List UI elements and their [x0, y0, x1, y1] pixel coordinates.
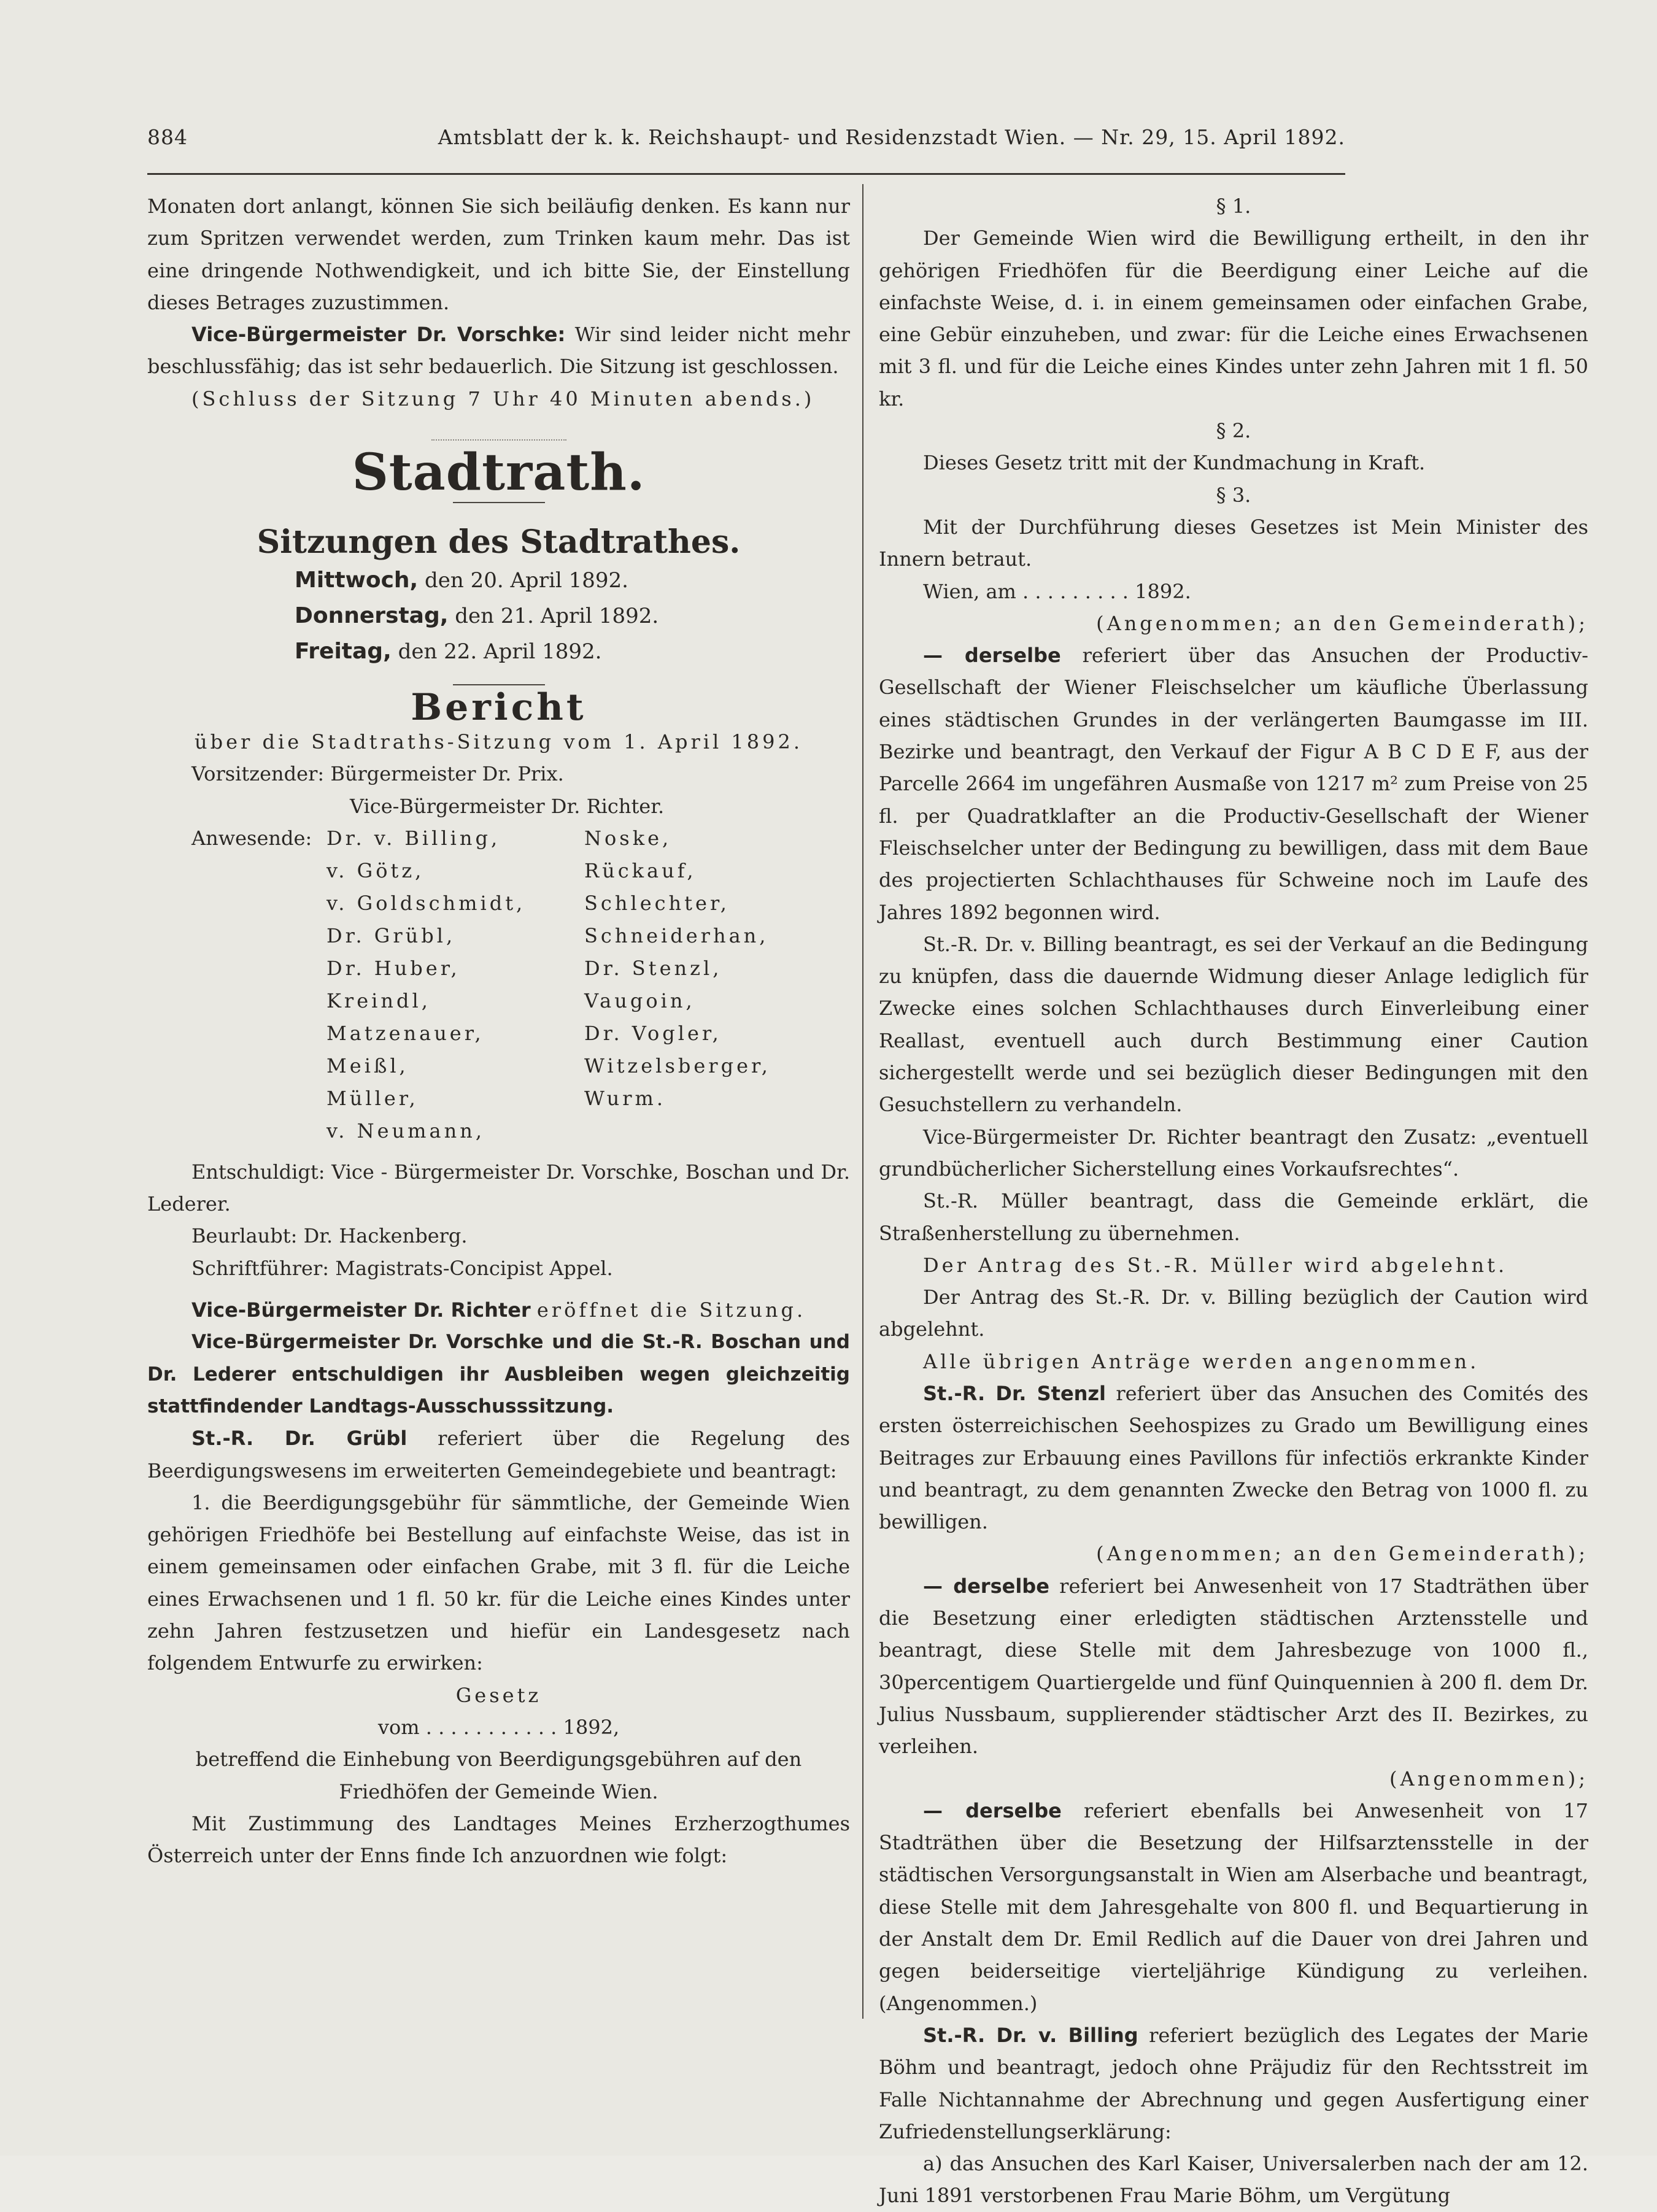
attendees	[147, 822, 850, 1147]
publication-title: Amtsblatt der k. k. Reichshaupt- und Residenzstadt Wien. — Nr. 29, 15. April 1892.	[438, 125, 1345, 149]
attendee: v. Götz,	[326, 858, 425, 882]
grubl-paragraph	[147, 1422, 850, 1487]
mueller-paragraph: St.-R. Müller beantragt, dass die Gemeinde erklärt, die Straßenherstellung zu übernehmen.	[879, 1189, 1588, 1245]
session-line	[147, 634, 850, 669]
result-line: (Angenommen);	[1389, 1767, 1588, 1790]
page-number: 884	[147, 125, 188, 149]
attendee: Dr. Grübl,	[326, 923, 456, 947]
chair-label: Vorsitzender:	[191, 762, 325, 786]
attendee: Dr. Huber,	[326, 956, 460, 980]
chair-name: Bürgermeister Dr. Prix.	[330, 762, 564, 786]
paragraph-1-heading: § 1.	[1216, 195, 1251, 218]
leave-line: Beurlaubt: Dr. Hackenberg.	[191, 1224, 468, 1248]
billing-2-text: referiert bezüglich des Legates der Marie Böhm und beantragt, jedoch ohne Präjudiz für den Rechtsstreit im Falle Nichtannahme der Abrechnung und gegen Ausfertigung einer Zufriedenstellungserklärung:	[879, 2023, 1589, 2143]
attendee: Dr. Stenzl,	[584, 956, 722, 980]
attendee: Meißl,	[326, 1054, 409, 1077]
vice-paragraph	[147, 318, 850, 383]
attendee: v. Neumann,	[326, 1119, 485, 1143]
attendee: Dr. Vogler,	[584, 1021, 722, 1045]
vom-line: vom . . . . . . . . . . . 1892,	[377, 1715, 620, 1739]
session-day: Donnerstag,	[295, 603, 449, 628]
derselbe-2-paragraph	[879, 1570, 1588, 1763]
billing-2-paragraph	[879, 2019, 1588, 2148]
left-column	[147, 190, 850, 1871]
session-date: den 21. April 1892.	[455, 603, 659, 628]
attendee-col-1	[326, 822, 584, 1147]
stenzl-text: referiert über das Ansuchen des Comités des ersten österreichischen Seehospizes zu Grado um Bewilligung eines Beitrages zur Erbauung eines Pavillons für infectiös erkrankte Kinder und beantragt, zu dem genannten Zwecke den Betrag von 1000 fl. zu bewilligen.	[879, 1381, 1589, 1534]
speaker-name: — derselbe	[923, 1798, 1062, 1822]
attendee-col-2	[584, 822, 842, 1147]
attendee: Schlechter,	[584, 891, 730, 915]
gesetz-heading: Gesetz	[455, 1683, 542, 1707]
session-line	[147, 563, 850, 598]
derselbe-3-paragraph	[879, 1795, 1588, 2019]
speaker-name: St.-R. Dr. v. Billing	[923, 2023, 1138, 2047]
sessions-title: Sitzungen des Stadtrathes.	[257, 523, 741, 561]
speaker-name: St.-R. Dr. Stenzl	[923, 1381, 1107, 1405]
attendee: Kreindl,	[326, 988, 431, 1012]
vice-text: Wir sind leider nicht mehr beschlussfähig; das ist sehr bedauerlich. Die Sitzung ist geschlossen.	[147, 323, 851, 379]
betreffend-line: betreffend die Einhebung von Beerdigungsgebühren auf den Friedhöfen der Gemeinde Wien.	[195, 1748, 802, 1803]
attendee: Witzelsberger,	[584, 1054, 771, 1077]
session-day: Freitag,	[295, 638, 392, 664]
session-date: den 22. April 1892.	[398, 639, 602, 664]
report-title: Bericht	[411, 685, 587, 729]
derselbe-3-text: referiert ebenfalls bei Anwesenheit von 17 Stadträthen über die Besetzung der Hilfsarztensstelle in der städtischen Versorgungsanstalt in Wien am Alserbache und beantragt, diese Stelle mit dem Jahresgehalte von 800 fl. und Bequartierung in der Anstalt dem Dr. Emil Redlich auf die Dauer von drei Jahren und gegen beiderseitige vierteljährige Kündigung zu verleihen. (Angenommen.)	[879, 1798, 1589, 2015]
attendee: Noske,	[584, 826, 672, 850]
paragraph-2-heading: § 2.	[1216, 419, 1251, 443]
divider	[453, 684, 545, 685]
header-rule	[147, 173, 1345, 175]
stenzl-paragraph	[879, 1378, 1588, 1538]
item-a: a) das Ansuchen des Karl Kaiser, Universalerben nach der am 12. Juni 1891 verstorbenen Frau Marie Böhm, um Vergütung	[879, 2152, 1588, 2208]
chair-line: Vice-Bürgermeister Dr. Richter.	[350, 794, 665, 818]
opening-text: eröffnet die Sitzung.	[536, 1298, 806, 1322]
derselbe-1-paragraph	[879, 639, 1588, 928]
attendee: Rückauf,	[584, 858, 697, 882]
wien-date-line: Wien, am . . . . . . . . . 1892.	[923, 579, 1191, 603]
paragraph-1-text: Der Gemeinde Wien wird die Bewilligung ertheilt, in den ihr gehörigen Friedhöfen für die Beerdigung einer Leiche auf die einfachste Weise, d. i. in einem gemeinsamen oder einfachen Grabe, eine Gebür einzuheben, und zwar: für die Leiche eines Erwachsenen mit 3 fl. und für die Leiche eines Kindes unter zehn Jahren mit 1 fl. 50 kr.	[879, 226, 1588, 410]
attendee: v. Goldschmidt,	[326, 891, 526, 915]
closing-note: (Schluss der Sitzung 7 Uhr 40 Minuten abends.)	[191, 387, 815, 410]
richter-paragraph: Vice-Bürgermeister Dr. Richter beantragt den Zusatz: „eventuell grundbücherlicher Sicherstellung eines Vorkaufsrechtes“.	[879, 1125, 1588, 1181]
chair-line	[147, 758, 850, 790]
item-1: 1. die Beerdigungsgebühr für sämmtliche, der Gemeinde Wien gehörigen Friedhöfe bei Bestellung auf einfachste Weise, das ist in einem gemeinsamen oder einfachen Grabe, mit 3 fl. für die Leiche eines Erwachsenen und 1 fl. 50 kr. für die Leiche eines Kindes unter zehn Jahren festzusetzen und hiefür ein Landesgesetz nach folgendem Entwurfe zu erwirken:	[147, 1490, 850, 1675]
report-subtitle: über die Stadtraths-Sitzung vom 1. April 1892.	[194, 730, 803, 753]
derselbe-2-text: referiert bei Anwesenheit von 17 Stadträthen über die Besetzung einer erledigten städtischen Arztensstelle und beantragt, diese Stelle mit dem Jahresbezuge von 1000 fl., 30percentigem Quartiergelde und fünf Quinquennien à 200 fl. dem Dr. Julius Nussbaum, supplierender städtischer Arzt des II. Bezirkes, zu verleihen.	[879, 1574, 1589, 1759]
section-title: Stadtrath.	[352, 443, 646, 503]
secretary-line: Schriftführer: Magistrats-Concipist Appel.	[191, 1256, 613, 1280]
zustimmung-paragraph: Mit Zustimmung des Landtages Meines Erzherzogthumes Österreich unter der Enns finde Ich anzuordnen wie folgt:	[147, 1811, 850, 1868]
result-line: (Angenommen; an den Gemeinderath);	[1096, 1542, 1588, 1566]
present-label: Anwesende:	[191, 826, 312, 850]
speaker-name: — derselbe	[923, 644, 1061, 668]
opening-paragraph	[147, 1294, 850, 1326]
session-line	[147, 598, 850, 634]
billing-rejected: Der Antrag des St.-R. Dr. v. Billing bezüglich der Caution wird abgelehnt.	[879, 1285, 1588, 1341]
attendee: Schneiderhan,	[584, 923, 769, 947]
speaker-name: Vice-Bürgermeister Dr. Richter	[191, 1298, 531, 1322]
speaker-name: St.-R. Dr. Grübl	[191, 1427, 407, 1451]
column-divider	[862, 184, 863, 2019]
billing-paragraph: St.-R. Dr. v. Billing beantragt, es sei der Verkauf an die Bedingung zu knüpfen, dass die dauernde Widmung dieser Anlage lediglich für Zwecke eines solchen Schlachthauses durch Einverleibung einer Reallast, eventuell auch durch Bestimmung einer Caution sichergestellt werde und sei bezüglich dieser Bedingungen mit den Gesuchstellern zu verhandeln.	[879, 932, 1588, 1117]
session-day: Mittwoch,	[295, 567, 419, 593]
grubl-text: referiert über die Regelung des Beerdigungswesens im erweiterten Gemeindegebiete und beantragt:	[147, 1427, 851, 1482]
paragraph-2-text: Dieses Gesetz tritt mit der Kundmachung in Kraft.	[923, 451, 1426, 475]
excuse-paragraph: Vice-Bürgermeister Dr. Vorschke und die St.-R. Boschan und Dr. Lederer entschuldigen ihr Ausbleiben wegen gleichzeitig stattfindender Landtags-Ausschusssitzung.	[147, 1331, 850, 1417]
paragraph-3-text: Mit der Durchführung dieses Gesetzes ist Mein Minister des Innern betraut.	[879, 515, 1588, 571]
right-column	[879, 190, 1588, 2212]
attendee: Vaugoin,	[584, 988, 695, 1012]
intro-paragraph: Monaten dort anlangt, können Sie sich beiläufig denken. Es kann nur zum Spritzen verwendet werden, zum Trinken kaum mehr. Das ist eine dringende Nothwendigkeit, und ich bitte Sie, der Einstellung dieses Betrages zuzustimmen.	[147, 195, 850, 314]
paragraph-3-heading: § 3.	[1216, 483, 1251, 507]
divider	[431, 439, 566, 441]
session-date: den 20. April 1892.	[425, 568, 628, 593]
speaker-name: Vice-Bürgermeister Dr. Vorschke:	[191, 323, 566, 347]
excused-line: Entschuldigt: Vice - Bürgermeister Dr. Vorschke, Boschan und Dr. Lederer.	[147, 1160, 850, 1216]
mueller-rejected: Der Antrag des St.-R. Müller wird abgelehnt.	[923, 1253, 1508, 1277]
attendee: Müller,	[326, 1086, 419, 1110]
attendee: Dr. v. Billing,	[326, 826, 501, 850]
attendee: Wurm.	[584, 1086, 666, 1110]
speaker-name: — derselbe	[923, 1574, 1049, 1598]
derselbe-1-text: referiert über das Ansuchen der Productiv-Gesellschaft der Wiener Fleischselcher um käufliche Überlassung eines städtischen Grundes in der verlängerten Baumgasse im III. Bezirke und beantragt, den Verkauf der Figur A B C D E F, aus der Parcelle 2664 im ungefähren Ausmaße von 1217 m² zum Preise von 25 fl. per Quadratklafter an die Productiv-Gesellschaft der Wiener Fleischselcher unter der Bedingung zu bewilligen, dass mit dem Baue des projectierten Schlachthauses für Schweine noch im Laufe des Jahres 1892 begonnen wird.	[879, 644, 1589, 924]
others-accepted: Alle übrigen Anträge werden angenommen.	[923, 1349, 1480, 1373]
page-header	[147, 120, 1345, 163]
result-line: (Angenommen; an den Gemeinderath);	[1096, 611, 1588, 635]
attendee: Matzenauer,	[326, 1021, 484, 1045]
